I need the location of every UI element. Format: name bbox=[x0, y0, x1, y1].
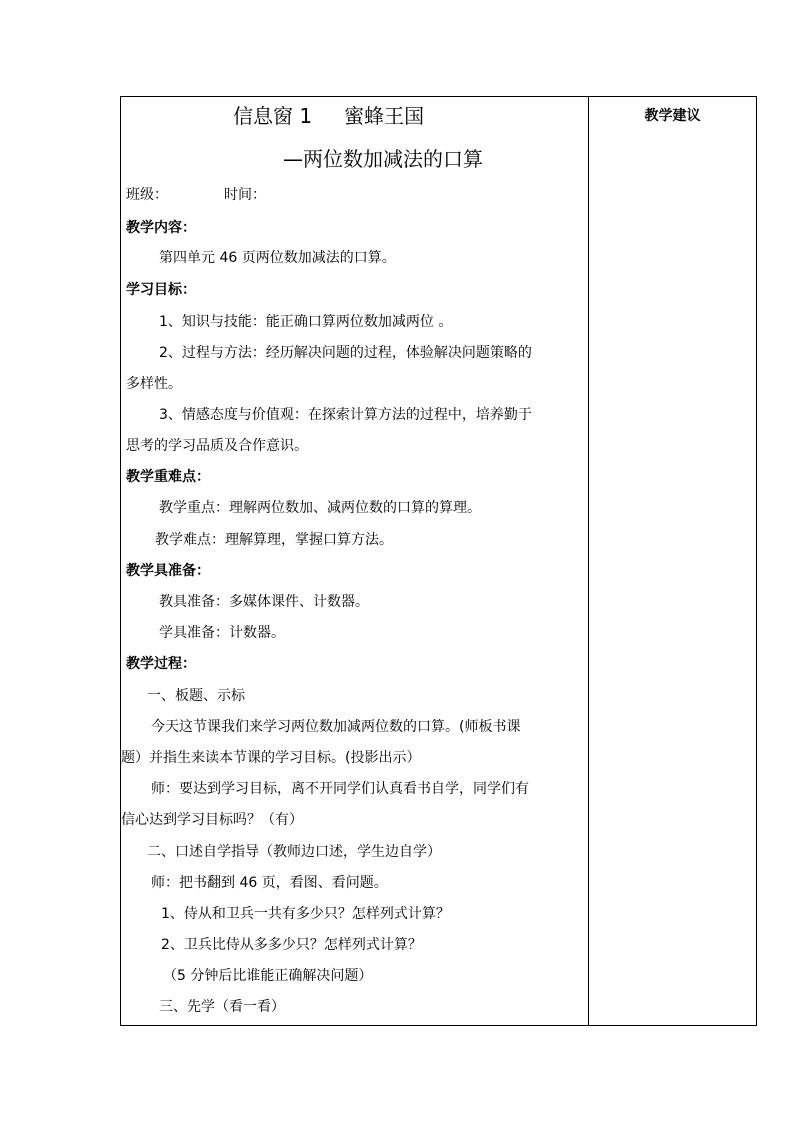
time-label: 时间： bbox=[224, 187, 266, 203]
class-time-row bbox=[126, 185, 266, 205]
goal-2-line-2: 多样性。 bbox=[126, 376, 182, 392]
title-topic: 蜜蜂王国 bbox=[344, 104, 425, 128]
key-heading: 教学重难点： bbox=[126, 469, 210, 485]
step-1-text-b: 题）并指生来读本节课的学习目标。(投影出示） bbox=[121, 750, 421, 766]
content-heading: 教学内容： bbox=[126, 220, 196, 236]
content-text: 第四单元 46 页两位数加减法的口算。 bbox=[159, 250, 396, 266]
lesson-subtitle: —两位数加减法的口算 bbox=[283, 147, 483, 171]
tools-heading: 教学具准备： bbox=[126, 563, 210, 579]
suggestion-header: 教学建议 bbox=[644, 108, 701, 124]
goal-3-line-2: 思考的学习品质及合作意识。 bbox=[126, 438, 308, 454]
question-1: 1、侍从和卫兵一共有多少只？怎样列式计算？ bbox=[161, 906, 450, 922]
difficult-point: 教学难点：理解算理，掌握口算方法。 bbox=[155, 532, 393, 548]
step-1: 一、板题、示标 bbox=[147, 688, 245, 704]
suggestion-cell bbox=[589, 97, 757, 1026]
lesson-content-cell bbox=[121, 97, 589, 1026]
process-heading: 教学过程： bbox=[126, 656, 196, 672]
step-2-text: 师：把书翻到 46 页，看图、看问题。 bbox=[151, 875, 388, 891]
step-3: 三、先学（看一看） bbox=[159, 999, 285, 1015]
goal-3-line-1: 3、情感态度与价值观：在探索计算方法的过程中，培养勤于 bbox=[159, 407, 532, 423]
step-2: 二、口述自学指导（教师边口述，学生边自学） bbox=[147, 844, 441, 860]
question-2: 2、卫兵比侍从多多少只？怎样列式计算？ bbox=[161, 937, 422, 953]
goal-2-line-1: 2、过程与方法：经历解决问题的过程，体验解决问题策略的 bbox=[159, 345, 532, 361]
student-tools: 学具准备：计数器。 bbox=[159, 625, 285, 641]
step-1-text-c: 师：要达到学习目标，离不开同学们认真看书自学，同学们有 bbox=[151, 781, 529, 797]
class-label: 班级： bbox=[126, 187, 168, 203]
goals-heading: 学习目标： bbox=[126, 282, 196, 298]
lesson-title bbox=[233, 103, 424, 129]
lesson-plan-table bbox=[120, 96, 757, 1026]
key-point: 教学重点：理解两位数加、减两位数的口算的算理。 bbox=[159, 500, 481, 516]
goal-1: 1、知识与技能：能正确口算两位数加减两位 。 bbox=[159, 314, 453, 330]
title-main: 信息窗 1 bbox=[233, 104, 313, 128]
question-note: （5 分钟后比谁能正确解决问题） bbox=[163, 968, 373, 984]
step-1-text-d: 信心达到学习目标吗？（有） bbox=[121, 812, 303, 828]
step-1-text-a: 今天这节课我们来学习两位数加减两位数的口算。(师板书课 bbox=[151, 719, 521, 735]
teacher-tools: 教具准备：多媒体课件、计数器。 bbox=[159, 594, 369, 610]
